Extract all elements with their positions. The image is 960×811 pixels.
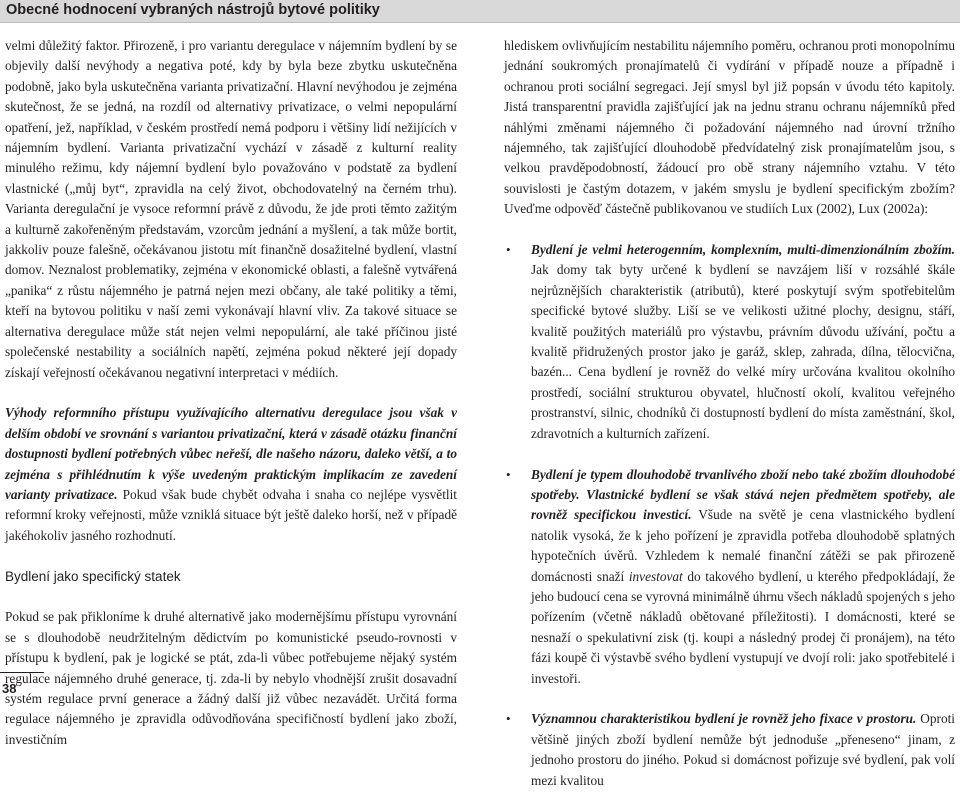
section-heading: Bydlení jako specifický statek — [5, 568, 181, 584]
list-item-text: Všude na světě je cena vlastnického bydlení natolik vysoká, že k jeho pořízení je zpravidla potřeba dlouhodobě splatných hypotečních úvěrů. Vzhledem k nemalé finanční zátěži se pak přirozeně domácnosti snaží — [531, 507, 955, 584]
bullet-icon: • — [506, 711, 511, 727]
bullet-icon: • — [506, 242, 511, 258]
list-item-emphasis: Významnou charakteristikou bydlení je rovněž jeho fixace v prostoru. — [531, 711, 917, 727]
running-header-title: Obecné hodnocení vybraných nástrojů bytové politiky — [6, 2, 380, 18]
running-header — [0, 0, 960, 23]
left-column — [5, 36, 457, 750]
paragraph-emphasis: Výhody reformního přístupu využívajícího alternativu deregulace jsou však v delším období ve srovnání s variantou privatizační, která v zásadě otázku finanční dostupnosti bydlení potřebných vůbec neřeší, dle našeho názoru, daleko větší, a to zejména s přihlédnutím k výše uvedeným praktickým implikacím ze zavedení varianty privatizace. — [5, 405, 457, 502]
list-item-italic: investovat — [628, 568, 683, 584]
paragraph-regulation-justification: hlediskem ovlivňujícím nestabilitu nájemního poměru, ochranou proti monopolnímu jednání soukromých pronajímatelů či vydírání v případě nouze a případně i ochranou proti sociální segregaci. Její smysl byl již popsán v úvodu této kapitoly. Jistá transparentní pravidla zajišťující jak na jednu stranu ochranu nájemníků před náhlými změnami nájemného či požadování nájemného nad úrovní tržního nájemného, tak zajišťující dlouhodobě předvídatelný zisk pronajímatelům jsou, s velkou pravděpodobností, žádoucí pro obě strany nájemního vztahu. V této souvislosti je častým dotazem, v jakém smyslu je bydlení specifickým zbožím? Uveďme odpověď částečně publikovanou ve studiích Lux (2002), Lux (2002a): — [504, 38, 955, 217]
page-number: 38 — [2, 681, 17, 696]
paragraph-deregulation-disadvantages: velmi důležitý faktor. Přirozeně, i pro variantu deregulace v nájemním bydlení by se objevily další nevýhody a negativa poté, kdy by byla beze zbytku uskutečněna podobně, jako byla uskutečněna varianta privatizační. Hlavní nevýhodou je zejména skutečnost, že se jedná, na rozdíl od alternativy privatizace, o velmi nepopulární opatření, jež, například, v českém prostředí nemá podporu i většiny lidí nežijících v nájemním bydlení. Varianta privatizační vychází v zásadě z kulturní reality minulého režimu, kdy nájemní bydlení bylo považováno v podstatě za bydlení vlastnické („můj byt“, zpravidla na celý život, obchodovatelný na černém trhu). Varianta deregulační je vysoce reformní právě z důvodu, že jde proti těmto zažitým a kulturně zakořeněným představám, vzorcům jednání a myšlení, a tak může bortit, jakkoliv pouze falešně, očekávanou jistotu mít finančně dosažitelné bydlení, vlastní domov. Neznalost problematiky, zejména v ekonomické oblasti, a falešně vytvářená „panika“ z růstu nájemného je patrná nejen mezi občany, ale také politiky a těmi, kteří na bytovou politiku v naší zemi vykonávají hlavní vliv. Za takové situace se alternativa deregulace může stát nejen velmi nepopulární, ale také příčinou jisté společenské nestability a sociálních napětí, zejména pokud některé její dopady získají veřejností očekávanou negativní interpretaci v médiích. — [5, 38, 457, 380]
list-item-text: Jak domy tak byty určené k bydlení se navzájem liší v rozsáhlé škále nejrůznějších charakteristik (atributů), které poskytují svým spotřebitelům specifické bytové služby. Liší se ve velikosti užitné plochy, designu, stáří, kvalitě použitých materiálů pro výstavbu, právním důvodu užívání, počtu a kvalitě přidružených prostor jako je garáž, sklep, zahrada, dílna, tělocvična, bazén... Cena bydlení je rovněž do velké míry určována kvalitou okolního prostředí, sociální strukturou obyvatel, hlučností okolí, kvalitou veřejného prostranství, silnic, chodníků či dostupností bydlení do místa zaměstnání, škol, zdravotních a kulturních zařízení. — [531, 262, 955, 441]
paragraph-reform-advantages — [5, 403, 457, 546]
page-number-box — [0, 672, 44, 697]
paragraph-continuation: Pokud však bude chybět odvaha i snaha co nejlépe vysvětlit reformní kroky veřejnosti, může vzniklá situace být ještě daleko horší, než v případě jakéhokoliv jasného rozhodnutí. — [5, 486, 457, 543]
list-item-emphasis: Bydlení je velmi heterogenním, komplexním, multi-dimenzionálním zbožím. — [531, 242, 955, 258]
list-item-emphasis: Bydlení je typem dlouhodobě trvanlivého zboží nebo také zbožím dlouhodobé spotřeby. Vlastnické bydlení se však stává nejen předmětem spotřeby, ale rovněž specifickou investicí. — [531, 466, 955, 523]
list-item-text: Oproti většině jiných zboží bydlení nemůže být jednoduše „přeneseno“ jinam, z jednoho prostoru do jiného. Pokud si domácnost pořizuje své bydlení, pak volí mezi kvalitou — [531, 711, 956, 788]
list-item — [504, 709, 955, 791]
paragraph-second-alternative: Pokud se pak přikloníme k druhé alternativě jako modernějšímu přístupu vyrovnání se s dlouhodobě neudržitelným dědictvím po komunistické pseudo-rovnosti v přístupu k bydlení, pak je logické se ptát, zda-li vůbec potřebujeme nějaký systém regulace nájemného druhé generace, tj. zda-li by nebylo vhodnější zrušit dosavadní systém regulace první generace a žádný další již vůbec nezavádět. Určitá forma regulace nájemného je zpravidla odůvodňována specifičností bydlení jako zboží, investičním — [5, 609, 457, 747]
list-item — [504, 465, 955, 689]
right-column — [504, 36, 955, 811]
list-item-text-after: do takového bydlení, u kterého předpokládají, že jeho budoucí cena se vyrovná minimálně úhrnu všech nákladů spojených s jeho pořízením (včetně nákladů obětované příležitosti). I domácnosti, které se nesnaží o spekulativní zisk (tj. koupi a následný prodej či pronájem), na této fázi koupě či výstavbě svého bydlení vystupují ve dvojí roli: jako spotřebitelé i investoři. — [531, 568, 955, 686]
list-item — [504, 240, 955, 444]
bullet-list — [504, 240, 955, 791]
bullet-icon: • — [506, 466, 511, 482]
